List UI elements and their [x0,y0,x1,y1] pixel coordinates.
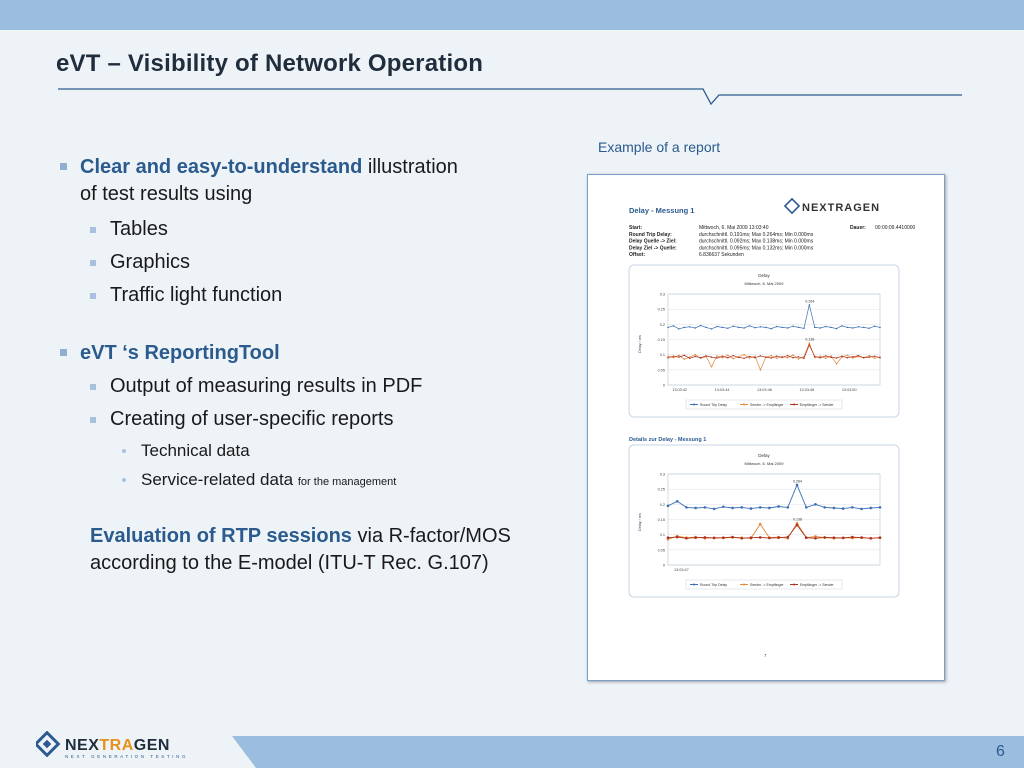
data-point [768,507,771,510]
evaluation-text: via R-factor/MOS according to the E-model (ITU-T Rec. G.107) [90,525,511,574]
data-point [860,508,863,511]
data-point [676,536,679,539]
data-point [771,328,773,330]
legend-marker [693,584,695,586]
peak-annotation: 0.138 [805,337,815,342]
data-point [851,536,854,539]
y-tick-label: 0.1 [659,353,665,358]
sub-bullet-text: Traffic light function [110,284,283,306]
data-point [879,506,882,509]
bullet-marker [90,384,96,390]
data-point [819,327,821,329]
data-point [787,506,790,509]
sub-bullet-text: Graphics [110,251,191,273]
data-point [716,357,718,359]
data-point [765,327,767,329]
legend-label: Round Trip Delay [700,583,728,587]
footer-logo [36,731,216,761]
bullet-reporting-tool [58,340,528,367]
chart2-panel [629,445,899,597]
data-point [716,326,718,328]
info-label: Delay Ziel -> Quelle: [629,245,677,252]
data-point [731,507,734,510]
peak-annotation: 0.264 [793,479,803,484]
data-point [722,355,724,357]
data-point [705,355,707,357]
bullet-marker [122,449,126,453]
data-point [750,536,753,539]
data-point [731,536,734,539]
chart2-title: Delay [758,453,770,458]
data-point [851,506,854,509]
y-tick-label: 0.2 [659,322,665,327]
data-point [722,357,724,359]
data-point [805,536,808,539]
data-point [781,327,783,329]
y-tick-label: 0.1 [659,533,665,538]
data-point [787,355,789,357]
data-point [716,355,718,357]
data-point [760,369,762,371]
data-point [743,354,745,356]
data-point [754,355,756,357]
sub-bullet-text: Output of measuring results in PDF [110,375,423,397]
data-point [732,325,734,327]
report-info-table [629,225,814,258]
y-tick-label: 0.05 [657,368,665,373]
data-point [852,327,854,329]
data-point [787,327,789,329]
bullet-text: illustration [362,156,458,178]
management-note: for the management [297,476,397,488]
info-value: durchschnittl. 0.092ms; Max 0.138ms; Min 0.000ms [699,238,814,245]
data-point [803,328,805,330]
bullet-text: of test results using [80,183,253,205]
data-point [704,506,707,509]
data-point [667,355,669,357]
evaluation-paragraph [58,523,528,577]
chart2-legend [686,580,842,589]
data-point [667,357,669,359]
data-point [879,327,881,329]
y-tick-label: 0.3 [659,472,665,477]
data-point [722,505,725,508]
data-point [860,536,863,539]
data-point [798,327,800,329]
info-label: Round Trip Delay: [629,231,672,238]
report-thumbnail [587,174,945,681]
data-point [694,536,697,539]
data-point [819,357,821,359]
data-point [879,536,882,539]
x-tick-label: 13:03:42 [672,388,688,392]
data-point [694,354,696,356]
sub-sub-bullet-text: Technical data [141,441,250,460]
bullet-marker [60,349,67,356]
data-point [879,357,881,359]
data-point [678,356,680,358]
data-point [776,355,778,357]
data-point [685,537,688,540]
info-value: 6.836637 Sekunden [699,252,744,259]
data-point [814,537,817,540]
data-point [781,357,783,359]
dauer-value: 00:00:09.4410000 [875,225,916,231]
chart1-subtitle: Mittwoch, 6. Mai 2009 [744,281,784,286]
data-point [863,327,865,329]
data-point [705,327,707,329]
data-point [796,524,799,527]
data-point [858,326,860,328]
sub-bullet-tables [58,213,528,246]
data-point [852,356,854,358]
data-point [830,355,832,357]
y-tick-label: 0.25 [657,307,665,312]
y-tick-label: 0.2 [659,502,665,507]
data-point [727,357,729,359]
data-point [760,326,762,328]
y-tick-label: 0.3 [659,292,665,297]
bullet-highlight: Clear and easy-to-understand [80,156,363,178]
data-point [676,500,679,503]
title-divider [58,83,964,109]
data-point [792,354,794,356]
legend-label: Round Trip Delay [700,403,728,407]
data-point [689,326,691,328]
info-label: Delay Quelle -> Ziel: [629,238,677,245]
page-number: 6 [996,743,1005,760]
chart1-title: Delay [758,273,770,278]
data-point [673,325,675,327]
data-point [809,344,811,346]
report-page-number: 7 [764,653,767,658]
bullet-marker [122,478,126,482]
data-point [842,537,845,540]
data-point [685,506,688,509]
bullet-marker [90,293,96,299]
data-point [809,304,811,306]
chart1-legend [686,400,842,409]
data-point [759,523,762,526]
data-point [836,328,838,330]
legend-marker [743,584,745,586]
x-tick-label: 13:03:46 [757,388,772,392]
data-point [863,357,865,359]
x-tick-label: 13:03:48 [799,388,815,392]
legend-label: Sender -> Empfänger [750,403,784,407]
data-point [711,328,713,330]
data-point [684,358,686,360]
data-point [711,356,713,358]
bullet-marker [60,163,67,170]
data-point [684,327,686,329]
data-point [814,327,816,329]
data-point [749,325,751,327]
data-point [740,537,743,540]
data-point [750,507,753,510]
sub-sub-bullet-service-data [58,465,528,497]
data-point [667,327,669,329]
data-point [749,356,751,358]
data-point [858,355,860,357]
data-point [667,536,670,539]
data-point [700,325,702,327]
y-tick-label: 0.15 [657,338,665,342]
data-point [754,327,756,329]
info-value: Mittwoch, 6. Mai 2009 13:03:40 [699,225,769,231]
sub-bullet-pdf-output [58,370,528,403]
data-point [814,503,817,506]
logo-part-tra: TRA [99,737,134,754]
data-point [689,358,691,360]
sub-bullet-traffic-light [58,279,528,312]
data-point [874,325,876,327]
data-point [847,327,849,329]
data-point [754,357,756,359]
data-point [874,355,876,357]
data-point [732,358,734,360]
data-point [798,356,800,358]
data-point [836,363,838,365]
data-point [823,506,826,509]
legend-marker [793,404,795,406]
chart2-subtitle: Mittwoch, 6. Mai 2009 [744,461,784,466]
data-point [738,327,740,329]
data-point [704,536,707,539]
data-point [678,355,680,357]
bullet-list [58,154,528,577]
data-point [777,505,780,508]
report-logo [785,199,880,214]
data-point [805,506,808,509]
data-point [819,355,821,357]
data-point [869,537,872,540]
data-point [749,357,751,359]
data-point [825,358,827,360]
logo-tagline: NEXT GENERATION TESTING [65,754,189,759]
data-point [796,484,799,487]
logo-part-nex: NEX [65,737,100,754]
chart1-panel [629,265,899,417]
report-logo-text: NEXTRAGEN [802,202,881,214]
data-point [842,507,845,510]
data-point [868,328,870,330]
y-tick-label: 0.05 [657,548,665,553]
legend-label: Empfänger -> Sender [800,583,834,587]
legend-marker [743,404,745,406]
data-point [830,357,832,359]
data-point [776,326,778,328]
data-point [868,355,870,357]
data-point [722,327,724,329]
data-point [759,506,762,509]
data-point [727,355,729,357]
data-point [743,327,745,329]
info-label: Offset: [629,252,646,259]
data-point [841,355,843,357]
peak-annotation: 0.138 [793,517,803,522]
data-point [869,507,872,510]
bullet-highlight: eVT ‘s ReportingTool [80,342,280,364]
details-heading: Details zur Delay - Messung 1 [629,437,707,443]
data-point [771,355,773,357]
y-tick-label: 0 [662,383,665,388]
data-point [759,536,762,539]
data-point [836,357,838,359]
data-point [809,342,811,344]
data-point [667,505,670,508]
bullet-marker [90,417,96,423]
data-point [825,355,827,357]
info-value: durchschnittl. 0.191ms; Max 0.264ms; Min 0.000ms [699,231,814,238]
dauer-label: Dauer: [850,225,866,231]
data-point [713,537,716,540]
data-point [798,358,800,360]
data-point [722,536,725,539]
data-point [694,327,696,329]
data-point [833,536,836,539]
data-point [803,358,805,360]
data-point [743,358,745,360]
data-point [814,356,816,358]
data-point [847,357,849,359]
x-tick-label: 13:03:47 [674,568,689,572]
data-point [823,536,826,539]
bullet-clear-illustration [58,154,528,208]
legend-marker [693,404,695,406]
data-point [768,537,771,540]
bullet-marker [90,260,96,266]
data-point [732,355,734,357]
data-point [700,357,702,359]
y-tick-label: 0 [662,563,665,568]
data-point [678,328,680,330]
data-point [776,358,778,360]
report-caption: Example of a report [598,139,721,155]
data-point [825,326,827,328]
data-point [727,328,729,330]
data-point [874,358,876,360]
data-point [760,355,762,357]
info-value: durchschnittl. 0.095ms; Max 0.132ms; Min 0.000ms [699,245,814,252]
data-point [738,357,740,359]
data-point [833,507,836,510]
sub-bullet-text: Tables [110,218,168,240]
data-point [711,366,713,368]
top-banner [0,0,1024,30]
report-heading: Delay - Messung 1 [629,206,695,215]
data-point [694,507,697,510]
data-point [694,356,696,358]
logo-part-gen: GEN [133,737,170,754]
data-point [673,357,675,359]
data-point [787,357,789,359]
sub-bullet-graphics [58,246,528,279]
bullet-marker [90,227,96,233]
data-point [740,506,743,509]
data-point [713,508,716,511]
legend-label: Sender -> Empfänger [750,583,784,587]
sub-bullet-user-reports [58,403,528,436]
data-point [771,357,773,359]
data-point [792,357,794,359]
data-point [684,355,686,357]
chart1-ylabel: Delay / ms [638,335,642,353]
data-point [777,536,780,539]
data-point [792,325,794,327]
data-point [830,327,832,329]
legend-label: Empfänger -> Sender [800,403,834,407]
sub-sub-bullet-text: Service-related data [141,470,294,489]
sub-bullet-text: Creating of user-specific reports [110,408,394,430]
legend-marker [793,584,795,586]
x-tick-label: 13:03:50 [841,388,857,392]
data-point [868,356,870,358]
evaluation-highlight: Evaluation of RTP sessions [90,525,352,547]
x-tick-label: 13:03:44 [714,388,730,392]
svg-text:NEXTRAGEN [65,737,170,754]
chart2-ylabel: Delay / ms [638,513,642,531]
data-point [847,355,849,357]
y-tick-label: 0.15 [657,518,665,522]
data-point [673,355,675,357]
data-point [787,536,790,539]
info-label: Start: [629,225,643,231]
data-point [765,356,767,358]
peak-annotation: 0.264 [805,299,815,304]
slide-title: eVT – Visibility of Network Operation [56,50,484,77]
sub-sub-bullet-technical-data [58,436,528,465]
data-point [841,325,843,327]
y-tick-label: 0.25 [657,487,665,492]
